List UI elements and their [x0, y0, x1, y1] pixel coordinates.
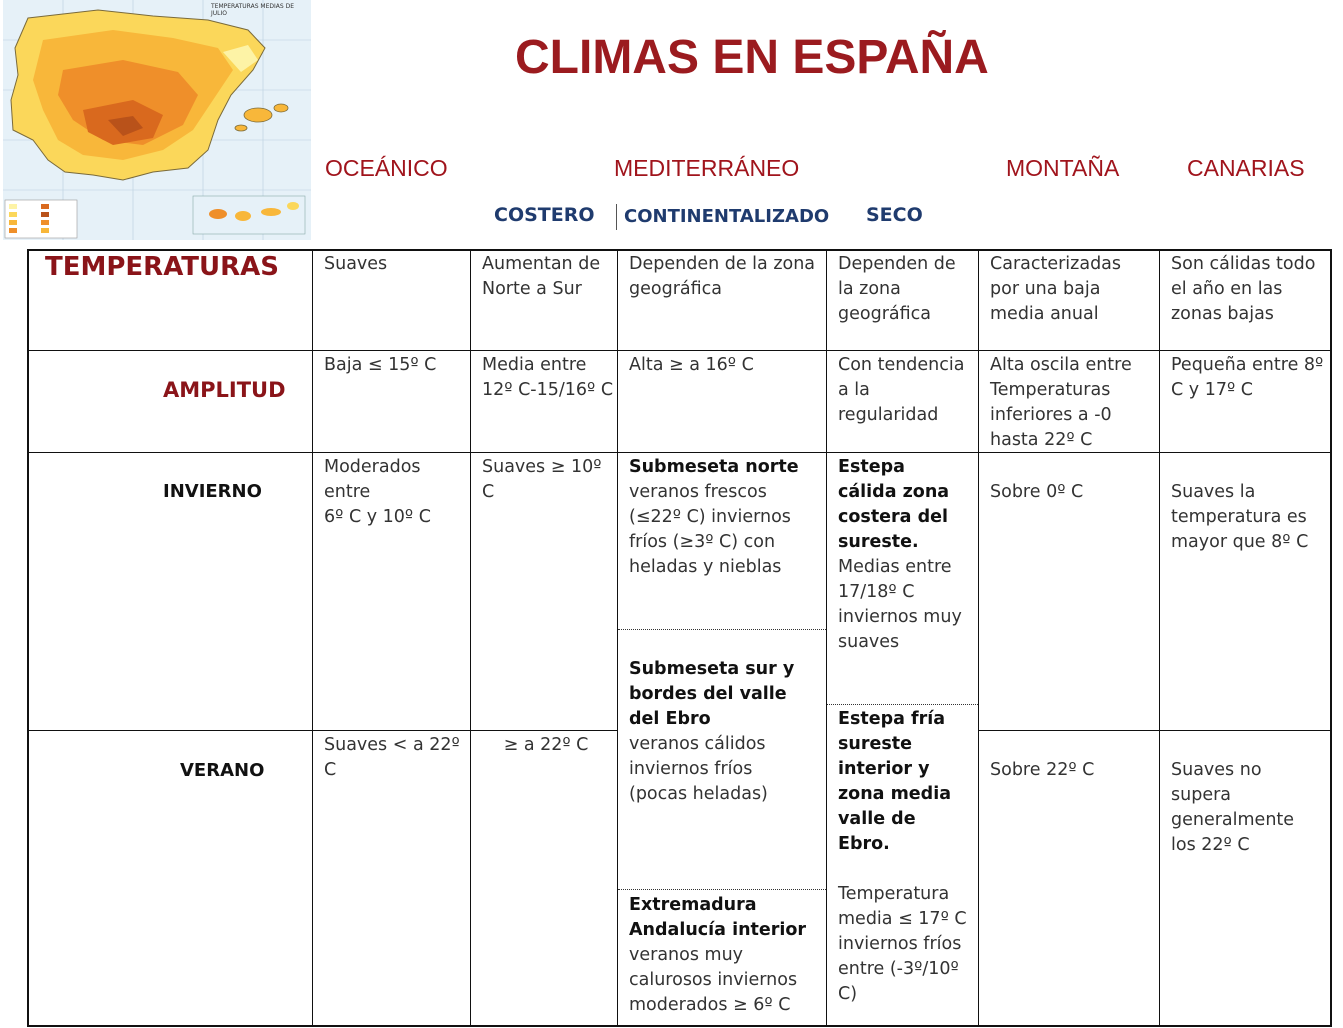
- verano-montana: Sobre 22º C: [990, 760, 1095, 780]
- temperaturas-costero: Aumentan de Norte a Sur: [482, 254, 601, 299]
- amplitud-costero: Media entre 12º C-15/16º C: [482, 355, 614, 400]
- subheader-costero: COSTERO: [494, 204, 595, 226]
- amplitud-oceanico: Baja ≤ 15º C: [324, 355, 437, 375]
- invierno-canarias: Suaves la temperatura es mayor que 8º C: [1171, 482, 1309, 552]
- verano-oceanico: Suaves < a 22º C: [324, 735, 460, 780]
- invierno-oceanico-line1: Moderados: [324, 457, 421, 477]
- amplitud-montana: Alta oscila entre Temperaturas inferiores a -0 hasta 22º C: [990, 355, 1132, 450]
- temperaturas-seco: Dependen de la zona geográfica: [838, 254, 956, 324]
- zone-submeseta-norte-text: veranos frescos (≤22º C) inviernos fríos (≥3º C) con heladas y nieblas: [629, 482, 791, 577]
- zone-estepa-fria-name: Estepa fría sureste interior y zona media valle de Ebro.: [838, 709, 952, 854]
- invierno-oceanico: [324, 455, 464, 530]
- verano-costero: ≥ a 22º C: [503, 735, 589, 755]
- header-mediterraneo: MEDITERRÁNEO: [614, 155, 800, 181]
- zone-estepa-fria-text: Temperatura media ≤ 17º C inviernos fríos entre (-3º/10º C): [838, 884, 967, 1004]
- invierno-oceanico-line2: entre: [324, 482, 371, 502]
- invierno-costero: Suaves ≥ 10º C: [482, 457, 602, 502]
- zone-submeseta-norte: [629, 455, 819, 580]
- map-caption: TEMPERATURAS MEDIAS DE JULIO: [211, 3, 294, 17]
- zone-submeseta-norte-name: Submeseta norte: [629, 457, 799, 477]
- subheader-divider: [616, 204, 617, 230]
- zone-extremadura: [629, 893, 819, 1018]
- invierno-montana: Sobre 0º C: [990, 482, 1084, 502]
- header-oceanico: OCEÁNICO: [325, 155, 448, 181]
- row-label-temperaturas: TEMPERATURAS: [45, 252, 280, 282]
- subheader-continentalizado: CONTINENTALIZADO: [624, 206, 830, 227]
- invierno-oceanico-line3: 6º C y 10º C: [324, 507, 431, 527]
- zone-estepa-calida-text: Medias entre 17/18º C inviernos muy suaves: [838, 557, 962, 652]
- row-label-amplitud: AMPLITUD: [163, 378, 286, 402]
- zone-estepa-fria: [838, 707, 968, 1007]
- spain-temperature-map: [3, 0, 311, 240]
- amplitud-seco: Con tendencia a la regularidad: [838, 355, 965, 425]
- subheader-seco: SECO: [866, 204, 923, 226]
- row-label-verano: VERANO: [180, 760, 265, 781]
- zone-extremadura-text: veranos muy calurosos inviernos moderados ≥ 6º C: [629, 945, 798, 1015]
- header-montana: MONTAÑA: [1006, 155, 1120, 181]
- temperaturas-canarias: Son cálidas todo el año en las zonas bajas: [1171, 254, 1316, 324]
- zone-estepa-calida-name: Estepa cálida zona costera del sureste.: [838, 457, 950, 552]
- temperaturas-continentalizado: Dependen de la zona geográfica: [629, 254, 816, 299]
- zone-submeseta-sur-text: veranos cálidos inviernos fríos (pocas heladas): [629, 734, 768, 804]
- zone-submeseta-sur-name: Submeseta sur y bordes del valle del Ebro: [629, 659, 795, 729]
- zone-submeseta-sur: [629, 657, 811, 807]
- page-title: CLIMAS EN ESPAÑA: [515, 31, 989, 84]
- zone-estepa-calida: [838, 455, 968, 655]
- temperaturas-oceanico: Suaves: [324, 254, 388, 274]
- verano-canarias: Suaves no supera generalmente los 22º C: [1171, 760, 1295, 855]
- amplitud-continentalizado: Alta ≥ a 16º C: [629, 355, 754, 375]
- temperaturas-montana: Caracterizadas por una baja media anual: [990, 254, 1122, 324]
- amplitud-canarias: Pequeña entre 8º C y 17º C: [1171, 355, 1324, 400]
- header-canarias: CANARIAS: [1187, 155, 1305, 181]
- zone-extremadura-name: Extremadura Andalucía interior: [629, 895, 807, 940]
- row-label-invierno: INVIERNO: [163, 481, 262, 502]
